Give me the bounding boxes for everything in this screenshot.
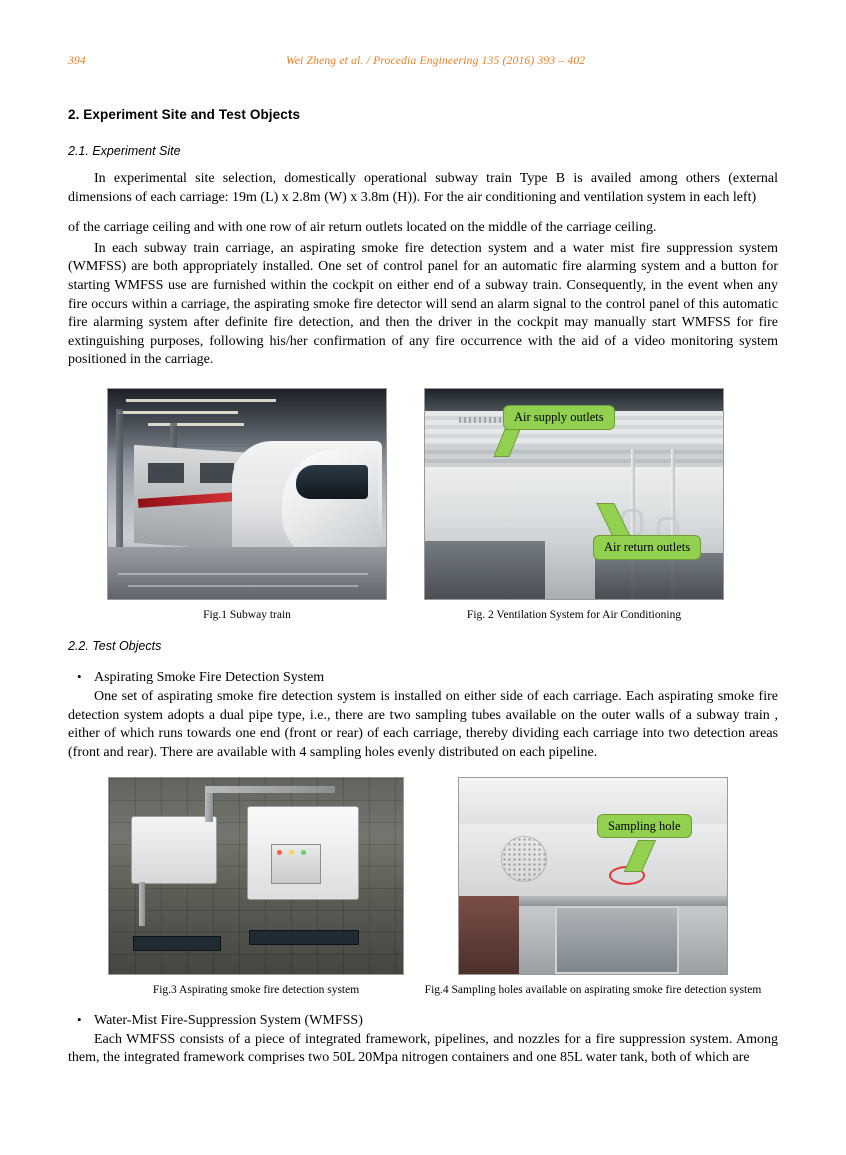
figure-row-1 xyxy=(68,388,778,621)
subsection-heading-2-1: 2.1. Experiment Site xyxy=(68,144,181,158)
air-return-callout-label: Air return outlets xyxy=(604,540,691,555)
aspirating-smoke-detection-photo xyxy=(108,777,404,975)
paragraph-4: One set of aspirating smoke fire detection system is installed on either side of each carriage. Each aspirating smoke fire detection system adopts a dual pipe type, i.e., there are two sampling tubes available on the outer walls of a subway train , either of which runs towards one end (front or rear) of each carriage, thereby dividing each carriage into two detection areas (front and rear). There are available with 4 sampling holes evenly distributed on each pipeline. xyxy=(68,689,778,760)
paragraph-5: Each WMFSS consists of a piece of integrated framework, pipelines, and nozzles for a fire suppression system. Among them, the integrated framework comprises two 50L 20Mpa nitrogen containers and one 85L water tank, both of which are xyxy=(68,1031,778,1066)
journal-citation: Wei Zheng et al. / Procedia Engineering 135 (2016) 393 – 402 xyxy=(286,55,586,67)
paragraph-1: In experimental site selection, domestically operational subway train Type B is availed among others (external dimensions of each carriage: 19m (L) x 2.8m (W) x 3.8m (H)). For the air conditioning and ventilation system in each left) xyxy=(68,171,778,205)
figure-1 xyxy=(107,388,387,621)
bullet-item-2-label: Water-Mist Fire-Suppression System (WMFSS) xyxy=(94,1012,363,1028)
bullet-item-2 xyxy=(68,1012,778,1029)
figure-3 xyxy=(108,777,404,996)
running-head xyxy=(68,55,778,73)
paragraph-2: of the carriage ceiling and with one row of air return outlets located on the middle of the carriage ceiling. xyxy=(68,220,657,236)
subsection-heading-2-2: 2.2. Test Objects xyxy=(68,639,162,654)
bullet-marker-icon: • xyxy=(77,669,82,685)
air-return-callout xyxy=(593,535,701,560)
figure-4-caption: Fig.4 Sampling holes available on aspirating smoke fire detection system xyxy=(424,983,762,996)
sampling-holes-photo xyxy=(458,777,728,975)
figure-3-caption: Fig.3 Aspirating smoke fire detection system xyxy=(152,983,360,996)
air-supply-callout xyxy=(503,405,615,430)
bullet-marker-icon-2: • xyxy=(77,1011,82,1027)
subway-train-photo xyxy=(107,388,387,600)
figure-row-2 xyxy=(68,777,778,996)
sampling-hole-callout-label: Sampling hole xyxy=(608,818,681,833)
ventilation-system-photo xyxy=(424,388,724,600)
figure-1-caption: Fig.1 Subway train xyxy=(203,609,291,622)
bullet-item-1 xyxy=(68,669,778,686)
figure-4 xyxy=(424,777,762,996)
figure-2-caption: Fig. 2 Ventilation System for Air Conditioning xyxy=(466,609,682,622)
paragraph-3: In each subway train carriage, an aspirating smoke fire detection system and a water mist fire suppression system (WMFSS) are both appropriately installed. One set of control panel for an automatic fire alarming system and a button for starting WMFSS use are furnished within the cockpit on either end of a subway train. Consequently, in the event when any fire occurs within a carriage, the aspirating smoke fire detector will send an alarm signal to the control panel of this automatic fire alarming system after definite fire detection, and then the driver in the cockpit may manually start WMFSS for fire extinguishing purposes, following his/her confirmation of any fire occurrence with the aid of a video monitoring system positioned in the carriage. xyxy=(68,240,778,368)
page-content xyxy=(68,55,778,1068)
bullet-item-1-label: Aspirating Smoke Fire Detection System xyxy=(94,670,325,686)
page-number: 394 xyxy=(68,55,86,67)
sampling-hole-callout xyxy=(597,814,692,839)
figure-2 xyxy=(424,388,724,621)
section-heading: 2. Experiment Site and Test Objects xyxy=(68,107,301,122)
air-supply-callout-label: Air supply outlets xyxy=(514,410,604,425)
